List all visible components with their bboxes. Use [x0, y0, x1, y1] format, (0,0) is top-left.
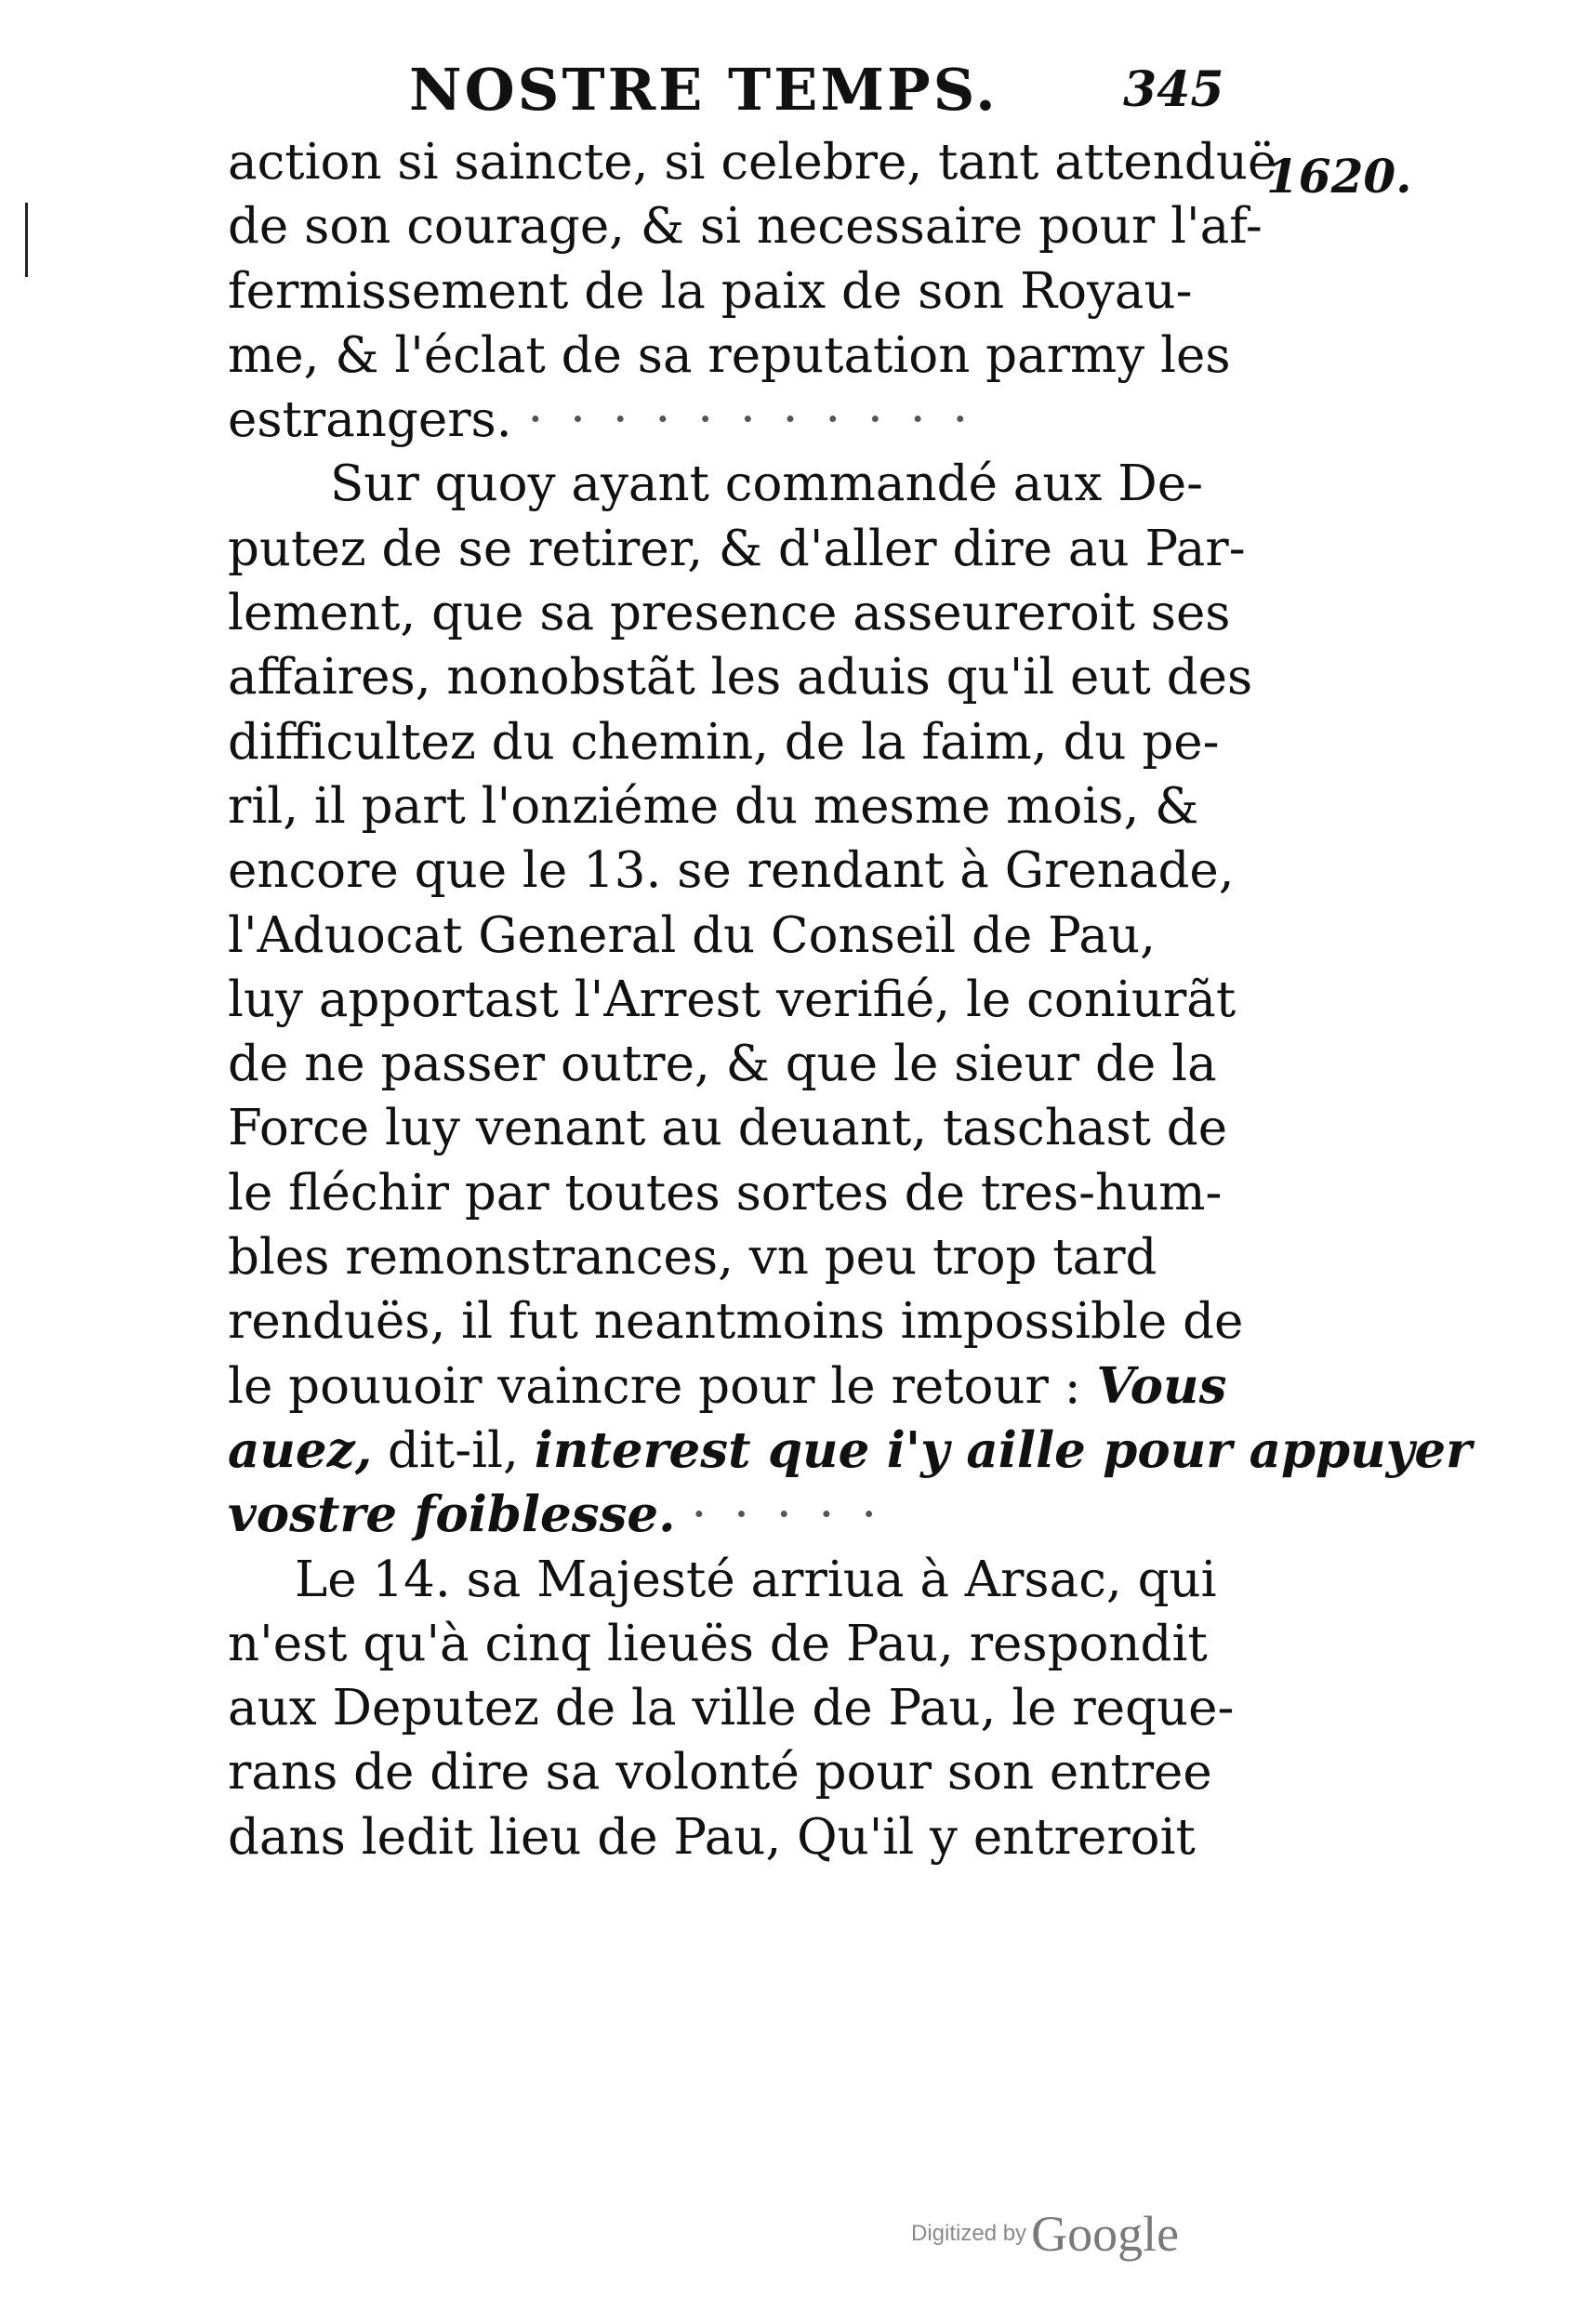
google-logo: Google — [1031, 2206, 1180, 2262]
text-line: Le 14. sa Majesté arriua à Arsac, qui — [295, 1551, 1217, 1608]
text-line-mixed — [228, 1354, 1260, 1419]
italic-quote: interest que i'y aille pour appuyer — [534, 1420, 1473, 1479]
text-line: rans de dire sa volonté pour son entree — [228, 1744, 1212, 1802]
italic-quote: vostre foiblesse. — [228, 1486, 676, 1544]
text-line: Sur quoy ayant commandé aux De- — [330, 456, 1204, 513]
text-line: le pouuoir vaincre pour le retour : — [228, 1357, 1081, 1415]
text-line: estrangers. — [228, 391, 512, 449]
digitized-by-google-watermark — [911, 2205, 1179, 2263]
dotted-filler: · · · · · · · · · · · — [527, 391, 974, 449]
italic-quote: Vous — [1096, 1356, 1227, 1415]
text-line: encore que le 13. se rendant à Grenade, — [228, 842, 1235, 900]
text-line: ril, il part l'onziéme du mesme mois, & — [228, 777, 1199, 835]
text-line: luy apportast l'Arrest verifié, le coniurãt — [228, 971, 1237, 1028]
marginal-year-note: 1620. — [1266, 149, 1412, 204]
text-line-mixed — [228, 1419, 1473, 1483]
text-line: n'est qu'à cinq lieuës de Pau, respondit — [228, 1615, 1208, 1672]
italic-quote: auez, — [228, 1420, 373, 1479]
text-line: affaires, nonobstãt les aduis qu'il eut des — [228, 649, 1253, 706]
margin-rule-mark — [25, 203, 28, 277]
text-line: l'Aduocat General du Conseil de Pau, — [228, 906, 1156, 964]
page-number: 345 — [1123, 61, 1224, 118]
text-line: action si saincte, si celebre, tant attenduë — [228, 134, 1277, 191]
text-line: dit-il, — [388, 1421, 519, 1479]
text-line: fermissement de la paix de son Royau- — [228, 262, 1193, 320]
text-line: bles remonstrances, vn peu trop tard — [228, 1229, 1157, 1287]
text-line: de ne passer outre, & que le sieur de la — [228, 1036, 1217, 1093]
text-line: aux Deputez de la ville de Pau, le reque- — [228, 1680, 1235, 1737]
text-line: me, & l'éclat de sa reputation parmy les — [228, 326, 1231, 384]
text-line: Force luy venant au deuant, taschast de — [228, 1100, 1228, 1157]
text-line: renduës, il fut neantmoins impossible de — [228, 1293, 1244, 1351]
text-line: lement, que sa presence asseureroit ses — [228, 585, 1231, 642]
text-line: putez de se retirer, & d'aller dire au Par- — [228, 520, 1246, 577]
text-line: le fléchir par toutes sortes de tres-hum- — [228, 1164, 1223, 1221]
dotted-filler: · · · · · — [691, 1486, 883, 1544]
running-title: NOSTRE TEMPS. — [409, 56, 998, 124]
text-line-end — [228, 1483, 1260, 1547]
text-line: de son courage, & si necessaire pour l'af- — [228, 198, 1263, 256]
text-line: dans ledit lieu de Pau, Qu'il y entreroit — [228, 1808, 1196, 1866]
text-line: difficultez du chemin, de la faim, du pe- — [228, 713, 1220, 771]
digitized-label: Digitized by — [911, 2221, 1027, 2246]
text-line-end — [228, 388, 1260, 452]
